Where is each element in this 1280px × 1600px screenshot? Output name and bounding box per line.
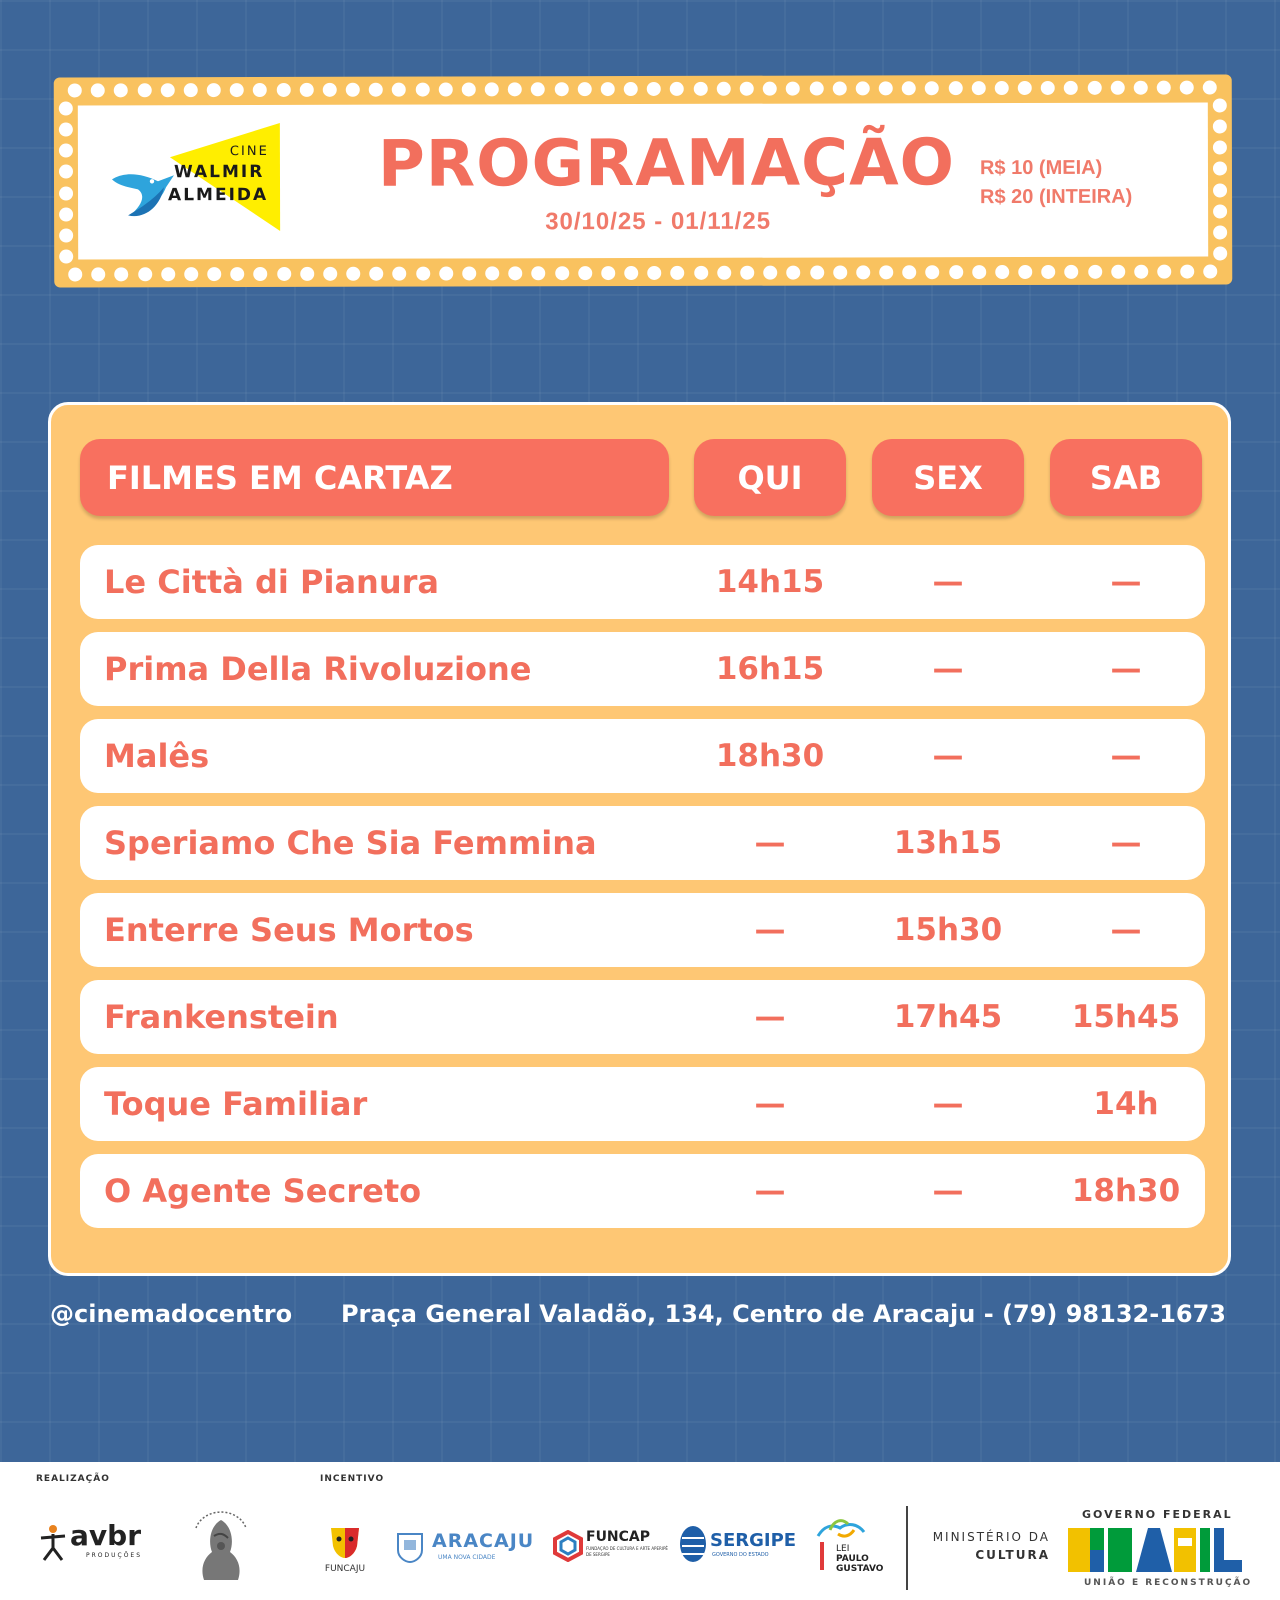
- marquee-light: [323, 83, 337, 97]
- ministerio-line1: MINISTÉRIO DA: [932, 1530, 1050, 1544]
- marquee-light: [1064, 81, 1078, 95]
- marquee-light: [485, 266, 499, 280]
- marquee-light: [184, 83, 198, 97]
- film-title: Malês: [104, 737, 210, 775]
- marquee-light: [59, 228, 73, 242]
- showtime-sab: 15h45: [1071, 999, 1181, 1035]
- marquee-light: [1180, 265, 1194, 279]
- showtime-qui: 16h15: [715, 651, 825, 687]
- film-title: Toque Familiar: [104, 1085, 368, 1123]
- marquee-light: [1180, 81, 1194, 95]
- marquee-light: [1213, 225, 1227, 239]
- avbr-text: avbr: [70, 1519, 141, 1552]
- marquee-light: [439, 266, 453, 280]
- marquee-light: [1213, 204, 1227, 218]
- marquee-light: [555, 266, 569, 280]
- logo-text-almeida: ALMEIDA: [168, 184, 269, 206]
- marquee-light: [68, 83, 82, 97]
- ministerio-cultura: [920, 1528, 1050, 1564]
- avbr-figure-icon: [38, 1524, 68, 1564]
- marquee-light: [462, 266, 476, 280]
- avbr-subtext: PRODUÇÕES: [86, 1552, 143, 1559]
- marquee-light: [1213, 120, 1227, 134]
- marquee-light: [624, 266, 638, 280]
- venue-address: Praça General Valadão, 134, Centro de Aracaju - (79) 98132-1673: [340, 1300, 1226, 1328]
- marquee-light: [624, 82, 638, 96]
- aracaju-logo: [394, 1528, 535, 1568]
- showtime-sab: —: [1110, 564, 1142, 600]
- paulo-text: PAULO: [836, 1554, 869, 1564]
- marquee-light: [1087, 81, 1101, 95]
- date-range: 30/10/25 - 01/11/25: [545, 207, 772, 236]
- showtime-sab: —: [1110, 738, 1142, 774]
- films-header: FILMES EM CARTAZ: [80, 439, 669, 516]
- header-marquee: [54, 74, 1233, 287]
- schedule-row: [80, 893, 1205, 967]
- showtime-sex: —: [932, 651, 964, 687]
- marquee-light: [671, 266, 685, 280]
- sponsors-strip: [0, 1462, 1280, 1600]
- incentivo-label: INCENTIVO: [320, 1474, 385, 1484]
- lei-paulo-gustavo-logo: [810, 1516, 890, 1580]
- marquee-light: [253, 83, 267, 97]
- marquee-light: [59, 144, 73, 158]
- marquee-light: [369, 83, 383, 97]
- day-header-sex: SEX: [872, 439, 1024, 516]
- showtime-sex: —: [932, 1086, 964, 1122]
- realizacao-label: REALIZAÇÃO: [36, 1474, 110, 1484]
- marquee-light: [647, 82, 661, 96]
- governo-federal-text: GOVERNO FEDERAL: [1082, 1508, 1233, 1521]
- showtime-qui: —: [754, 1086, 786, 1122]
- marquee-light: [532, 266, 546, 280]
- marquee-light: [786, 82, 800, 96]
- brasil-logo-icon: [1066, 1526, 1246, 1574]
- marquee-light: [578, 82, 592, 96]
- marquee-light: [995, 265, 1009, 279]
- marquee-light: [1157, 265, 1171, 279]
- showtime-sex: 15h30: [893, 912, 1003, 948]
- marquee-lights-left: [59, 101, 73, 263]
- marquee-light: [809, 82, 823, 96]
- marquee-light: [1157, 81, 1171, 95]
- schedule-row: [80, 1067, 1205, 1141]
- ministerio-line2: CULTURA: [975, 1548, 1050, 1562]
- marquee-light: [601, 266, 615, 280]
- marquee-light: [59, 249, 73, 263]
- funcaju-text: FUNCAJU: [324, 1564, 366, 1574]
- instagram-handle[interactable]: @cinemadocentro: [50, 1300, 293, 1328]
- marquee-light: [763, 82, 777, 96]
- marquee-light: [438, 82, 452, 96]
- marquee-light: [740, 82, 754, 96]
- marquee-light: [184, 267, 198, 281]
- marquee-light: [59, 123, 73, 137]
- marquee-light: [323, 267, 337, 281]
- uniao-reconstrucao-text: UNIÃO E RECONSTRUÇÃO: [1084, 1578, 1253, 1588]
- page-title: PROGRAMAÇÃO: [377, 126, 956, 202]
- marquee-light: [392, 83, 406, 97]
- marquee-light: [856, 265, 870, 279]
- marquee-light: [59, 207, 73, 221]
- sergipe-subtext: GOVERNO DO ESTADO: [712, 1552, 769, 1558]
- schedule-row: [80, 632, 1205, 706]
- funcaju-logo: [320, 1524, 370, 1584]
- avbr-logo: [38, 1519, 158, 1572]
- marquee-light: [995, 81, 1009, 95]
- marquee-light: [1134, 265, 1148, 279]
- sergipe-logo: [678, 1524, 798, 1568]
- marquee-light: [1213, 162, 1227, 176]
- marquee-light: [462, 82, 476, 96]
- marquee-light: [694, 266, 708, 280]
- marquee-light: [1088, 265, 1102, 279]
- schedule-row: [80, 980, 1205, 1054]
- marquee-lights-bottom: [68, 264, 1218, 281]
- marquee-light: [59, 165, 73, 179]
- marquee-light: [299, 83, 313, 97]
- day-header-qui: QUI: [694, 439, 846, 516]
- marquee-light: [1204, 264, 1218, 278]
- aracaju-subtext: UMA NOVA CIDADE: [438, 1554, 496, 1561]
- funcap-subtext: FUNDAÇÃO DE CULTURA E ARTE APERIPÊ DE SERGIPE: [586, 1546, 668, 1557]
- marquee-light: [902, 81, 916, 95]
- marquee-light: [926, 265, 940, 279]
- marquee-lights-right: [1213, 98, 1227, 260]
- marquee-light: [1041, 81, 1055, 95]
- showtime-sab: 14h: [1093, 1086, 1159, 1122]
- funcap-hexagon-icon: [552, 1530, 584, 1562]
- marquee-light: [207, 267, 221, 281]
- emblem-logo: [186, 1506, 256, 1586]
- marquee-light: [1111, 265, 1125, 279]
- aracaju-crest-icon: [394, 1528, 426, 1564]
- showtime-sab: 18h30: [1071, 1173, 1181, 1209]
- marquee-light: [879, 265, 893, 279]
- gustavo-text: GUSTAVO: [836, 1564, 884, 1574]
- marquee-light: [971, 81, 985, 95]
- marquee-light: [508, 82, 522, 96]
- marquee-light: [717, 266, 731, 280]
- marquee-light: [1110, 81, 1124, 95]
- marquee-light: [1213, 141, 1227, 155]
- marquee-light: [277, 267, 291, 281]
- marquee-light: [740, 266, 754, 280]
- showtime-qui: 14h15: [715, 564, 825, 600]
- marquee-light: [346, 267, 360, 281]
- day-header-sab: SAB: [1050, 439, 1202, 516]
- marquee-light: [115, 267, 129, 281]
- marquee-light: [717, 82, 731, 96]
- marquee-light: [230, 83, 244, 97]
- marquee-light: [1065, 265, 1079, 279]
- showtime-qui: —: [754, 825, 786, 861]
- marquee-light: [1213, 246, 1227, 260]
- showtime-sex: 13h15: [893, 825, 1003, 861]
- schedule-row: [80, 806, 1205, 880]
- marquee-light: [137, 83, 151, 97]
- marquee-light: [856, 81, 870, 95]
- showtime-qui: —: [754, 1173, 786, 1209]
- marquee-light: [531, 82, 545, 96]
- film-title: Le Città di Pianura: [104, 563, 439, 601]
- marquee-light: [160, 83, 174, 97]
- film-title: O Agente Secreto: [104, 1172, 422, 1210]
- showtime-qui: 18h30: [715, 738, 825, 774]
- marquee-light: [1203, 80, 1217, 94]
- funcaju-mask-icon: [327, 1524, 363, 1560]
- marquee-light: [763, 266, 777, 280]
- marquee-light: [68, 267, 82, 281]
- schedule-panel: [48, 402, 1231, 1276]
- marquee-light: [879, 81, 893, 95]
- showtime-qui: —: [754, 999, 786, 1035]
- marquee-light: [832, 81, 846, 95]
- header-panel: [78, 103, 1208, 260]
- showtime-sex: 17h45: [893, 999, 1003, 1035]
- marquee-light: [230, 267, 244, 281]
- marquee-light: [346, 83, 360, 97]
- schedule-row: [80, 1154, 1205, 1228]
- marquee-light: [59, 186, 73, 200]
- marquee-light: [161, 267, 175, 281]
- marquee-light: [369, 267, 383, 281]
- marquee-light: [393, 267, 407, 281]
- schedule-row: [80, 545, 1205, 619]
- film-title: Prima Della Rivoluzione: [104, 650, 532, 688]
- aracaju-text: ARACAJU: [432, 1530, 535, 1552]
- marquee-light: [276, 83, 290, 97]
- emblem-figure-icon: [186, 1506, 256, 1586]
- film-title: Enterre Seus Mortos: [104, 911, 474, 949]
- marquee-light: [949, 265, 963, 279]
- film-title: Speriamo Che Sia Femmina: [104, 824, 597, 862]
- marquee-light: [1134, 81, 1148, 95]
- marquee-light: [972, 265, 986, 279]
- price-full: R$ 20 (INTEIRA): [980, 185, 1133, 209]
- sponsor-divider: [906, 1506, 908, 1590]
- marquee-light: [91, 267, 105, 281]
- marquee-light: [670, 82, 684, 96]
- marquee-light: [1041, 265, 1055, 279]
- marquee-light: [1213, 98, 1227, 112]
- marquee-light: [925, 81, 939, 95]
- logo-text-walmir: WALMIR: [173, 161, 265, 183]
- showtime-sex: —: [932, 1173, 964, 1209]
- marquee-light: [1213, 183, 1227, 197]
- showtime-sab: —: [1110, 651, 1142, 687]
- funcap-logo: [552, 1530, 668, 1566]
- marquee-light: [254, 267, 268, 281]
- marquee-light: [693, 82, 707, 96]
- marquee-light: [787, 266, 801, 280]
- marquee-light: [415, 83, 429, 97]
- sergipe-text: SERGIPE: [710, 1530, 797, 1551]
- logo-text-cine: CINE: [229, 143, 269, 160]
- marquee-lights-top: [68, 80, 1218, 97]
- cine-walmir-almeida-logo: [108, 117, 288, 235]
- marquee-light: [948, 81, 962, 95]
- marquee-light: [601, 82, 615, 96]
- marquee-light: [59, 101, 73, 115]
- showtime-sex: —: [932, 564, 964, 600]
- showtime-qui: —: [754, 912, 786, 948]
- marquee-light: [1018, 265, 1032, 279]
- showtime-sex: —: [932, 738, 964, 774]
- showtime-sab: —: [1110, 912, 1142, 948]
- marquee-light: [416, 267, 430, 281]
- funcap-text: FUNCAP: [586, 1529, 651, 1545]
- marquee-light: [578, 266, 592, 280]
- marquee-light: [207, 83, 221, 97]
- price-half: R$ 10 (MEIA): [979, 156, 1103, 180]
- marquee-light: [138, 267, 152, 281]
- schedule-row: [80, 719, 1205, 793]
- marquee-light: [485, 82, 499, 96]
- marquee-light: [1018, 81, 1032, 95]
- marquee-light: [810, 266, 824, 280]
- marquee-light: [648, 266, 662, 280]
- marquee-light: [508, 266, 522, 280]
- marquee-light: [554, 82, 568, 96]
- showtime-sab: —: [1110, 825, 1142, 861]
- marquee-light: [114, 83, 128, 97]
- film-title: Frankenstein: [104, 998, 339, 1036]
- marquee-light: [91, 83, 105, 97]
- marquee-light: [902, 265, 916, 279]
- marquee-light: [833, 265, 847, 279]
- lei-text: LEI: [836, 1544, 850, 1554]
- sergipe-crest-icon: [678, 1524, 708, 1564]
- marquee-light: [300, 267, 314, 281]
